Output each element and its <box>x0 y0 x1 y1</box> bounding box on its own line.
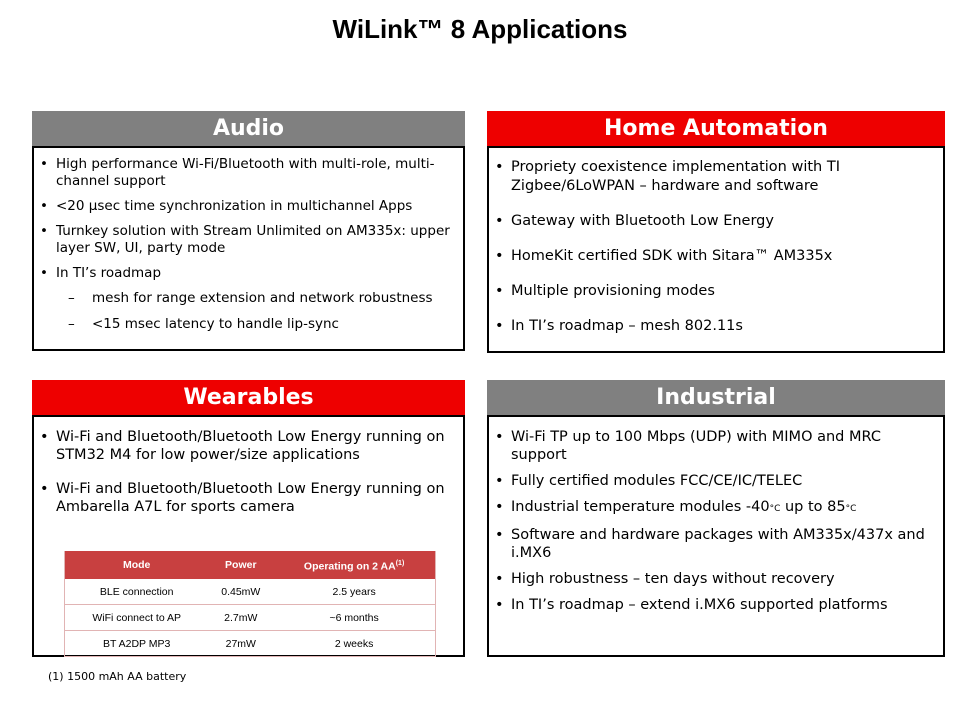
table-cell: ~6 months <box>273 605 435 631</box>
temp-unit: °C <box>845 504 857 514</box>
table-header-operating <box>273 551 435 579</box>
list-item: • HomeKit certified SDK with Sitara™ AM335x <box>495 247 937 266</box>
list-item: • Software and hardware packages with AM335x/437x and i.MX6 <box>495 526 937 562</box>
home-automation-panel <box>487 111 945 353</box>
table-cell: BT A2DP MP3 <box>65 631 209 657</box>
list-item: • Multiple provisioning modes <box>495 282 937 301</box>
temp-mid: up to 85 <box>780 499 846 515</box>
table-header-mode: Mode <box>65 551 209 579</box>
list-item: • High performance Wi-Fi/Bluetooth with multi-role, multi- channel support <box>40 156 457 190</box>
wearables-body <box>32 415 465 657</box>
table-cell: 2 weeks <box>273 631 435 657</box>
table-header-power: Power <box>208 551 273 579</box>
page-title: WiLink™ 8 Applications <box>332 14 628 44</box>
sub-list-item: – <15 msec latency to handle lip-sync <box>40 316 457 333</box>
table-cell: 2.5 years <box>273 579 435 605</box>
audio-header: Audio <box>32 111 465 146</box>
list-item: • Fully certified modules FCC/CE/IC/TELEC <box>495 472 937 490</box>
table-cell: 27mW <box>208 631 273 657</box>
footnote-marker: (1) <box>395 559 405 567</box>
list-item: • In TI’s roadmap – extend i.MX6 supported platforms <box>495 596 937 614</box>
table-cell: 2.7mW <box>208 605 273 631</box>
power-table <box>64 551 436 657</box>
list-item: • <20 μsec time synchronization in multichannel Apps <box>40 198 457 215</box>
list-item: • Wi-Fi and Bluetooth/Bluetooth Low Energy running on STM32 M4 for low power/size applications <box>40 428 457 464</box>
list-item: • Turnkey solution with Stream Unlimited on AM335x: upper layer SW, UI, party mode <box>40 223 457 257</box>
table-cell: WiFi connect to AP <box>65 605 209 631</box>
table-cell: BLE connection <box>65 579 209 605</box>
list-item: • In TI’s roadmap <box>40 265 457 282</box>
list-item: • In TI’s roadmap – mesh 802.11s <box>495 317 937 336</box>
list-item: • Wi-Fi TP up to 100 Mbps (UDP) with MIMO and MRC support <box>495 428 937 464</box>
audio-panel <box>32 111 465 351</box>
home-automation-header: Home Automation <box>487 111 945 146</box>
list-item: • Gateway with Bluetooth Low Energy <box>495 212 937 231</box>
footnote: (1) 1500 mAh AA battery <box>48 670 187 683</box>
wearables-header: Wearables <box>32 380 465 415</box>
industrial-header: Industrial <box>487 380 945 415</box>
industrial-panel <box>487 380 945 657</box>
list-item: • Wi-Fi and Bluetooth/Bluetooth Low Energy running on Ambarella A7L for sports camera <box>40 480 457 516</box>
list-item: • Propriety coexistence implementation with TI Zigbee/6LoWPAN – hardware and software <box>495 158 937 196</box>
wearables-panel <box>32 380 465 657</box>
list-item: • High robustness – ten days without recovery <box>495 570 937 588</box>
industrial-body <box>487 415 945 657</box>
home-automation-body <box>487 146 945 353</box>
temp-text: Industrial temperature modules -40 <box>511 499 770 515</box>
table-row <box>65 605 436 631</box>
sub-list-item: – mesh for range extension and network robustness <box>40 290 457 307</box>
operating-label: Operating on 2 AA <box>303 560 396 573</box>
list-item-temperature <box>495 498 937 518</box>
table-row <box>65 579 436 605</box>
table-header-row <box>65 551 436 579</box>
table-row <box>65 631 436 657</box>
table-cell: 0.45mW <box>208 579 273 605</box>
temp-unit: °C <box>769 504 781 514</box>
audio-body <box>32 146 465 351</box>
